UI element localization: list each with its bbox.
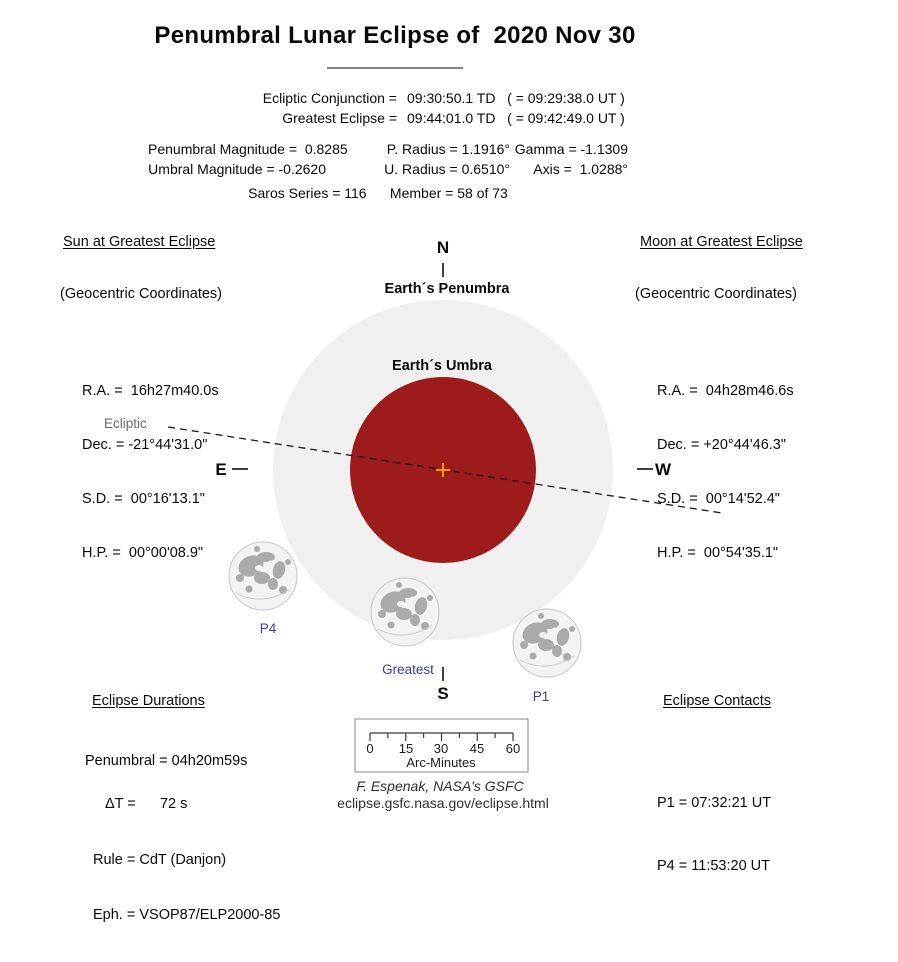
magnitude-table xyxy=(148,139,628,179)
durations-title: Eclipse Durations xyxy=(92,693,205,709)
contact-p4: P4 = 11:53:20 UT xyxy=(657,858,770,874)
greatest-eclipse-label: Greatest Eclipse = xyxy=(282,110,397,126)
delta-t-line: ΔT = 72 s xyxy=(105,796,188,812)
compass-east-label: E xyxy=(215,460,227,479)
contact-p1: P1 = 07:32:21 UT xyxy=(657,795,772,811)
saros-series-line: Saros Series = 116 Member = 58 of 73 xyxy=(248,185,508,201)
contacts-title: Eclipse Contacts xyxy=(663,693,771,709)
sun-sd: S.D. = 00°16'13.1" xyxy=(82,491,205,507)
umbral-radius: U. Radius = 0.6510° xyxy=(384,161,510,177)
p1-position-label: P1 xyxy=(532,689,550,704)
axis-value: Axis = 1.0288° xyxy=(533,161,628,177)
sun-block-subtitle: (Geocentric Coordinates) xyxy=(60,286,222,302)
penumbra-label: Earth´s Penumbra xyxy=(384,281,510,297)
sun-hp: H.P. = 00°00'08.9" xyxy=(82,545,204,561)
credit-url: eclipse.gsfc.nasa.gov/eclipse.html xyxy=(337,795,549,811)
p4-position-label: P4 xyxy=(259,621,277,636)
eclipse-contacts-block xyxy=(657,657,771,955)
ecliptic-conjunction-value: 09:30:50.1 TD ( = 09:29:38.0 UT ) xyxy=(407,90,625,106)
greatest-position-label: Greatest xyxy=(382,662,434,677)
ecliptic-conjunction-label: Ecliptic Conjunction = xyxy=(262,90,397,106)
compass-north-label: N xyxy=(436,238,450,257)
scale-tick-15: 15 xyxy=(398,741,414,756)
moon-at-greatest xyxy=(371,578,439,646)
moon-block-title: Moon at Greatest Eclipse xyxy=(640,234,803,250)
ephemeris-line: Eph. = VSOP87/ELP2000-85 xyxy=(93,907,281,923)
ecliptic-label: Ecliptic xyxy=(104,416,147,431)
scale-unit-label: Arc-Minutes xyxy=(406,755,476,770)
conjunction-table xyxy=(88,88,625,128)
umbra-label: Earth´s Umbra xyxy=(392,358,492,374)
page-title: Penumbral Lunar Eclipse of 2020 Nov 30 xyxy=(154,22,636,49)
moon-dec: Dec. = +20°44'46.3" xyxy=(657,437,786,453)
compass-west-label: W xyxy=(654,460,672,479)
scale-tick-45: 45 xyxy=(469,741,485,756)
moon-ra: R.A. = 04h28m46.6s xyxy=(657,383,794,399)
author-credit: F. Espenak, NASA's GSFC xyxy=(356,778,524,794)
penumbral-duration: Penumbral = 04h20m59s xyxy=(85,753,248,769)
moon-at-p1 xyxy=(513,609,581,677)
greatest-eclipse-value: 09:44:01.0 TD ( = 09:42:49.0 UT ) xyxy=(407,110,625,126)
sun-dec: Dec. = -21°44'31.0" xyxy=(82,437,208,453)
moon-coordinates-block xyxy=(635,198,803,634)
scale-tick-30: 30 xyxy=(433,741,449,756)
moon-hp: H.P. = 00°54'35.1" xyxy=(657,545,779,561)
compass-south-label: S xyxy=(437,684,449,703)
penumbral-radius: P. Radius = 1.1916° xyxy=(386,141,510,157)
gamma-value: Gamma = -1.1309 xyxy=(514,141,628,157)
umbral-magnitude: Umbral Magnitude = -0.2620 xyxy=(148,161,326,177)
moon-sd: S.D. = 00°14'52.4" xyxy=(657,491,780,507)
sun-block-title: Sun at Greatest Eclipse xyxy=(63,234,216,250)
penumbral-magnitude: Penumbral Magnitude = 0.8285 xyxy=(148,141,348,157)
rule-line: Rule = CdT (Danjon) xyxy=(93,851,227,868)
scale-tick-0: 0 xyxy=(366,741,374,756)
sun-ra: R.A. = 16h27m40.0s xyxy=(82,383,219,399)
moon-block-subtitle: (Geocentric Coordinates) xyxy=(635,286,797,302)
calculation-parameters-block xyxy=(93,758,280,962)
moon-at-p4 xyxy=(229,542,297,610)
scale-tick-60: 60 xyxy=(505,741,521,756)
